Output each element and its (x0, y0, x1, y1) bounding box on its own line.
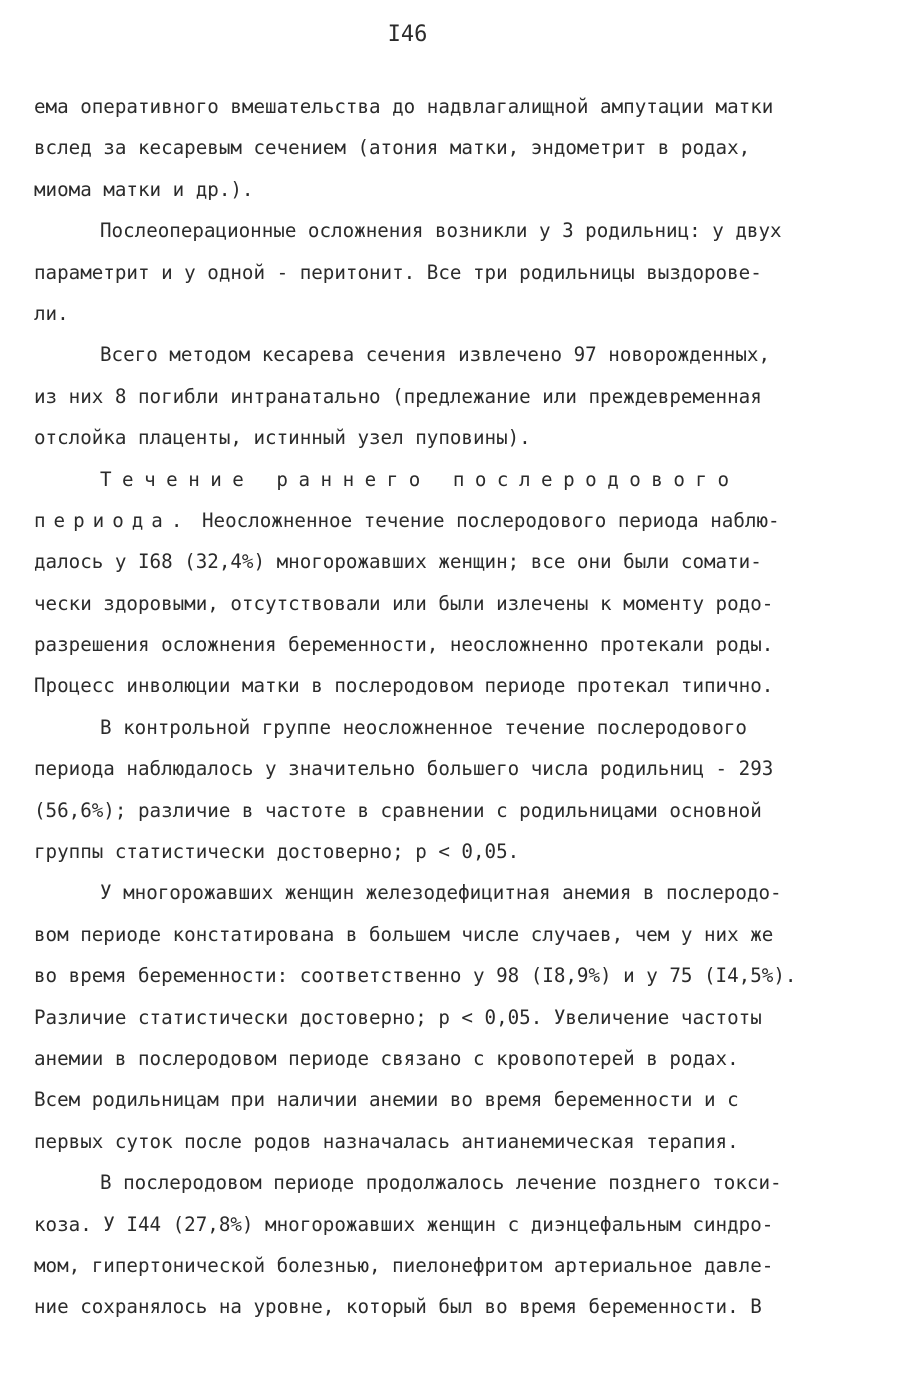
text-line: параметрит и у одной - перитонит. Все три родильницы выздорове- (34, 260, 762, 284)
text-line: во время беременности: соответственно у 98 (I8,9%) и у 75 (I4,5%). (34, 964, 797, 988)
text-line: В послеродовом периоде продолжалось лечение позднего токси- (100, 1171, 782, 1195)
text-line: ема оперативного вмешательства до надвлагалищной ампутации матки (34, 95, 774, 118)
text-line: У многорожавших женщин железодефицитная анемия в послеродо- (100, 881, 782, 905)
page-number: I46 (387, 22, 428, 47)
text-line: Различие статистически достоверно; p < 0,05. Увеличение частоты (34, 1005, 762, 1029)
text-line: Послеоперационные осложнения возникли у 3 родильниц: у двух (100, 219, 782, 243)
text-line: из них 8 погибли интранатально (предлежание или преждевременная (34, 384, 762, 408)
text-line: далось у I68 (32,4%) многорожавших женщин; все они были сомати- (34, 550, 762, 574)
section-heading-end: периода. (34, 508, 191, 532)
text-line: ли. (34, 301, 69, 325)
text-span: Неосложненное течение послеродового периода наблю- (190, 508, 780, 532)
text-line: отслойка плаценты, истинный узел пуповины). (34, 426, 531, 450)
text-line: мом, гипертонической болезнью, пиелонефритом артериальное давле- (34, 1253, 774, 1277)
body-text (34, 86, 884, 1328)
text-line: вом периоде констатирована в большем числе случаев, чем у них же (34, 922, 774, 946)
text-line: (56,6%); различие в частоте в сравнении с родильницами основной (34, 798, 762, 822)
text-line: первых суток после родов назначалась антианемическая терапия. (34, 1129, 739, 1153)
text-line: В контрольной группе неосложненное течение послеродового (100, 715, 747, 739)
text-line: вслед за кесаревым сечением (атония матки, эндометрит в родах, (34, 136, 751, 160)
text-line: разрешения осложнения беременности, неосложненно протекали роды. (34, 633, 774, 657)
text-line: Всем родильницам при наличии анемии во время беременности и с (34, 1088, 739, 1112)
text-line: миома матки и др.). (34, 177, 254, 201)
text-line: коза. У I44 (27,8%) многорожавших женщин с диэнцефальным синдро- (34, 1212, 774, 1236)
text-line: чески здоровыми, отсутствовали или были излечены к моменту родо- (34, 591, 774, 615)
text-line: анемии в послеродовом периоде связано с кровопотерей в родах. (34, 1046, 739, 1070)
text-line: Всего методом кесарева сечения извлечено 97 новорожденных, (100, 343, 771, 367)
section-heading: Течение раннего послеродового (100, 467, 740, 491)
text-line: ние сохранялось на уровне, который был во время беременности. В (34, 1295, 762, 1319)
text-line: группы статистически достоверно; p < 0,05. (34, 840, 520, 864)
text-line: Процесс инволюции матки в послеродовом периоде протекал типично. (34, 674, 774, 698)
text-line: периода наблюдалось у значительно большего числа родильниц - 293 (34, 757, 774, 781)
text-line (34, 500, 884, 541)
